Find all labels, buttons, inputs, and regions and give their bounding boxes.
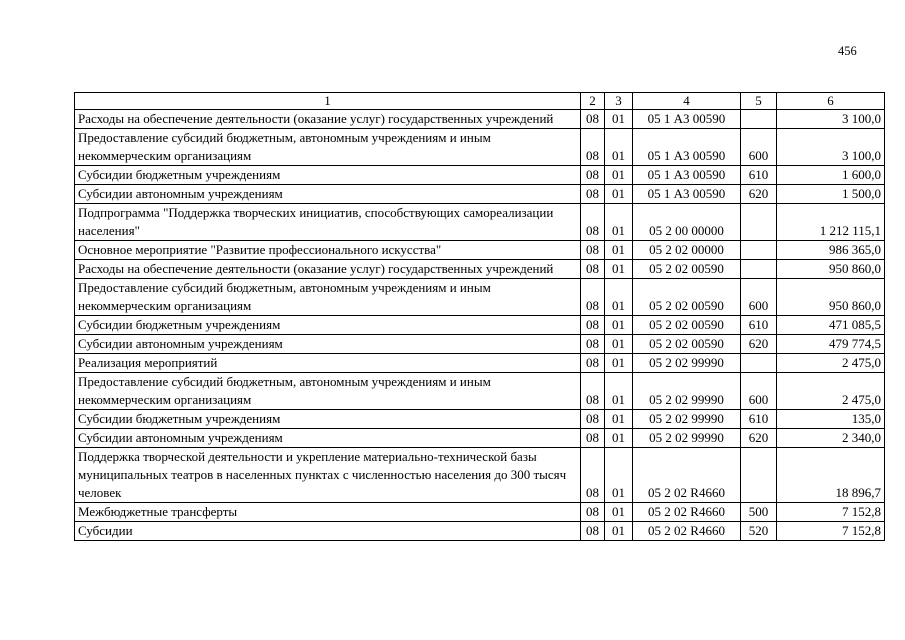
- row-target-code: 05 1 А3 00590: [633, 110, 741, 129]
- row-expense-type: 610: [741, 316, 777, 335]
- row-target-code: 05 2 02 00590: [633, 279, 741, 316]
- row-name: Субсидии бюджетным учреждениям: [75, 166, 581, 185]
- table-row: [75, 204, 885, 241]
- row-amount: 3 100,0: [777, 110, 885, 129]
- row-target-code: 05 1 А3 00590: [633, 129, 741, 166]
- table-row: [75, 316, 885, 335]
- page-number: 456: [838, 44, 857, 58]
- row-section: 08: [581, 110, 605, 129]
- row-subsection: 01: [605, 260, 633, 279]
- row-expense-type: 620: [741, 335, 777, 354]
- row-amount: 1 212 115,1: [777, 204, 885, 241]
- row-amount: 2 475,0: [777, 373, 885, 410]
- row-name: Субсидии бюджетным учреждениям: [75, 410, 581, 429]
- row-section: 08: [581, 354, 605, 373]
- row-target-code: 05 2 02 99990: [633, 410, 741, 429]
- row-expense-type: [741, 354, 777, 373]
- row-target-code: 05 2 02 R4660: [633, 522, 741, 541]
- row-section: 08: [581, 373, 605, 410]
- row-target-code: 05 1 А3 00590: [633, 166, 741, 185]
- row-expense-type: 620: [741, 429, 777, 448]
- row-amount: 135,0: [777, 410, 885, 429]
- row-amount: 471 085,5: [777, 316, 885, 335]
- row-subsection: 01: [605, 335, 633, 354]
- row-amount: 986 365,0: [777, 241, 885, 260]
- row-section: 08: [581, 279, 605, 316]
- row-expense-type: [741, 260, 777, 279]
- row-name: Субсидии автономным учреждениям: [75, 429, 581, 448]
- row-expense-type: [741, 241, 777, 260]
- row-subsection: 01: [605, 448, 633, 503]
- row-amount: 950 860,0: [777, 279, 885, 316]
- row-section: 08: [581, 410, 605, 429]
- row-target-code: 05 2 02 99990: [633, 354, 741, 373]
- row-subsection: 01: [605, 503, 633, 522]
- row-target-code: 05 2 02 00000: [633, 241, 741, 260]
- row-target-code: 05 2 02 00590: [633, 260, 741, 279]
- row-expense-type: 610: [741, 410, 777, 429]
- row-subsection: 01: [605, 166, 633, 185]
- row-name: Подпрограмма "Поддержка творческих инициатив, способствующих самореализации населения": [75, 204, 581, 241]
- table-row: [75, 503, 885, 522]
- row-amount: 2 475,0: [777, 354, 885, 373]
- row-expense-type: 520: [741, 522, 777, 541]
- row-section: 08: [581, 185, 605, 204]
- row-subsection: 01: [605, 241, 633, 260]
- row-target-code: 05 1 А3 00590: [633, 185, 741, 204]
- header-col-3: 3: [605, 93, 633, 110]
- table-row: [75, 260, 885, 279]
- row-subsection: 01: [605, 316, 633, 335]
- row-section: 08: [581, 241, 605, 260]
- row-name: Межбюджетные трансферты: [75, 503, 581, 522]
- table-row: [75, 166, 885, 185]
- row-amount: 1 600,0: [777, 166, 885, 185]
- row-expense-type: 610: [741, 166, 777, 185]
- row-section: 08: [581, 448, 605, 503]
- row-amount: 3 100,0: [777, 129, 885, 166]
- table-row: [75, 448, 885, 503]
- header-col-5: 5: [741, 93, 777, 110]
- row-amount: 950 860,0: [777, 260, 885, 279]
- header-col-2: 2: [581, 93, 605, 110]
- row-name: Субсидии бюджетным учреждениям: [75, 316, 581, 335]
- row-target-code: 05 2 02 R4660: [633, 503, 741, 522]
- row-expense-type: 600: [741, 129, 777, 166]
- row-name: Основное мероприятие "Развитие профессионального искусства": [75, 241, 581, 260]
- row-amount: 2 340,0: [777, 429, 885, 448]
- row-subsection: 01: [605, 204, 633, 241]
- table-row: [75, 354, 885, 373]
- row-subsection: 01: [605, 522, 633, 541]
- table-row: [75, 373, 885, 410]
- row-section: 08: [581, 166, 605, 185]
- table-row: [75, 241, 885, 260]
- row-name: Расходы на обеспечение деятельности (оказание услуг) государственных учреждений: [75, 260, 581, 279]
- row-expense-type: 600: [741, 279, 777, 316]
- row-amount: 7 152,8: [777, 503, 885, 522]
- row-expense-type: 600: [741, 373, 777, 410]
- row-subsection: 01: [605, 429, 633, 448]
- table-row: [75, 522, 885, 541]
- row-section: 08: [581, 204, 605, 241]
- table-row: [75, 185, 885, 204]
- row-target-code: 05 2 02 00590: [633, 316, 741, 335]
- table-row: [75, 129, 885, 166]
- header-col-4: 4: [633, 93, 741, 110]
- table-body: [75, 110, 885, 541]
- row-section: 08: [581, 522, 605, 541]
- table-row: [75, 410, 885, 429]
- row-subsection: 01: [605, 354, 633, 373]
- table-row: [75, 335, 885, 354]
- row-section: 08: [581, 316, 605, 335]
- row-expense-type: [741, 448, 777, 503]
- row-section: 08: [581, 503, 605, 522]
- header-row: [75, 93, 885, 110]
- row-target-code: 05 2 00 00000: [633, 204, 741, 241]
- row-name: Субсидии: [75, 522, 581, 541]
- row-amount: 1 500,0: [777, 185, 885, 204]
- row-name: Субсидии автономным учреждениям: [75, 335, 581, 354]
- row-target-code: 05 2 02 R4660: [633, 448, 741, 503]
- row-subsection: 01: [605, 185, 633, 204]
- row-section: 08: [581, 335, 605, 354]
- row-target-code: 05 2 02 99990: [633, 429, 741, 448]
- row-expense-type: [741, 110, 777, 129]
- header-col-1: 1: [75, 93, 581, 110]
- row-expense-type: [741, 204, 777, 241]
- row-target-code: 05 2 02 00590: [633, 335, 741, 354]
- row-name: Субсидии автономным учреждениям: [75, 185, 581, 204]
- row-amount: 7 152,8: [777, 522, 885, 541]
- row-section: 08: [581, 429, 605, 448]
- table-row: [75, 110, 885, 129]
- table-header: [75, 93, 885, 110]
- row-expense-type: 500: [741, 503, 777, 522]
- table-row: [75, 279, 885, 316]
- row-subsection: 01: [605, 410, 633, 429]
- row-amount: 18 896,7: [777, 448, 885, 503]
- row-expense-type: 620: [741, 185, 777, 204]
- row-subsection: 01: [605, 373, 633, 410]
- row-name: Предоставление субсидий бюджетным, автономным учреждениям и иным некоммерческим организациям: [75, 129, 581, 166]
- header-col-6: 6: [777, 93, 885, 110]
- row-amount: 479 774,5: [777, 335, 885, 354]
- row-subsection: 01: [605, 110, 633, 129]
- row-name: Поддержка творческой деятельности и укрепление материально-технической базы муниципальных театров в населенных пунктах с численностью населения до 300 тысяч человек: [75, 448, 581, 503]
- row-target-code: 05 2 02 99990: [633, 373, 741, 410]
- row-name: Реализация мероприятий: [75, 354, 581, 373]
- row-section: 08: [581, 129, 605, 166]
- row-subsection: 01: [605, 279, 633, 316]
- row-name: Предоставление субсидий бюджетным, автономным учреждениям и иным некоммерческим организациям: [75, 373, 581, 410]
- row-name: Расходы на обеспечение деятельности (оказание услуг) государственных учреждений: [75, 110, 581, 129]
- budget-table: [74, 92, 885, 541]
- row-name: Предоставление субсидий бюджетным, автономным учреждениям и иным некоммерческим организациям: [75, 279, 581, 316]
- table-row: [75, 429, 885, 448]
- row-subsection: 01: [605, 129, 633, 166]
- row-section: 08: [581, 260, 605, 279]
